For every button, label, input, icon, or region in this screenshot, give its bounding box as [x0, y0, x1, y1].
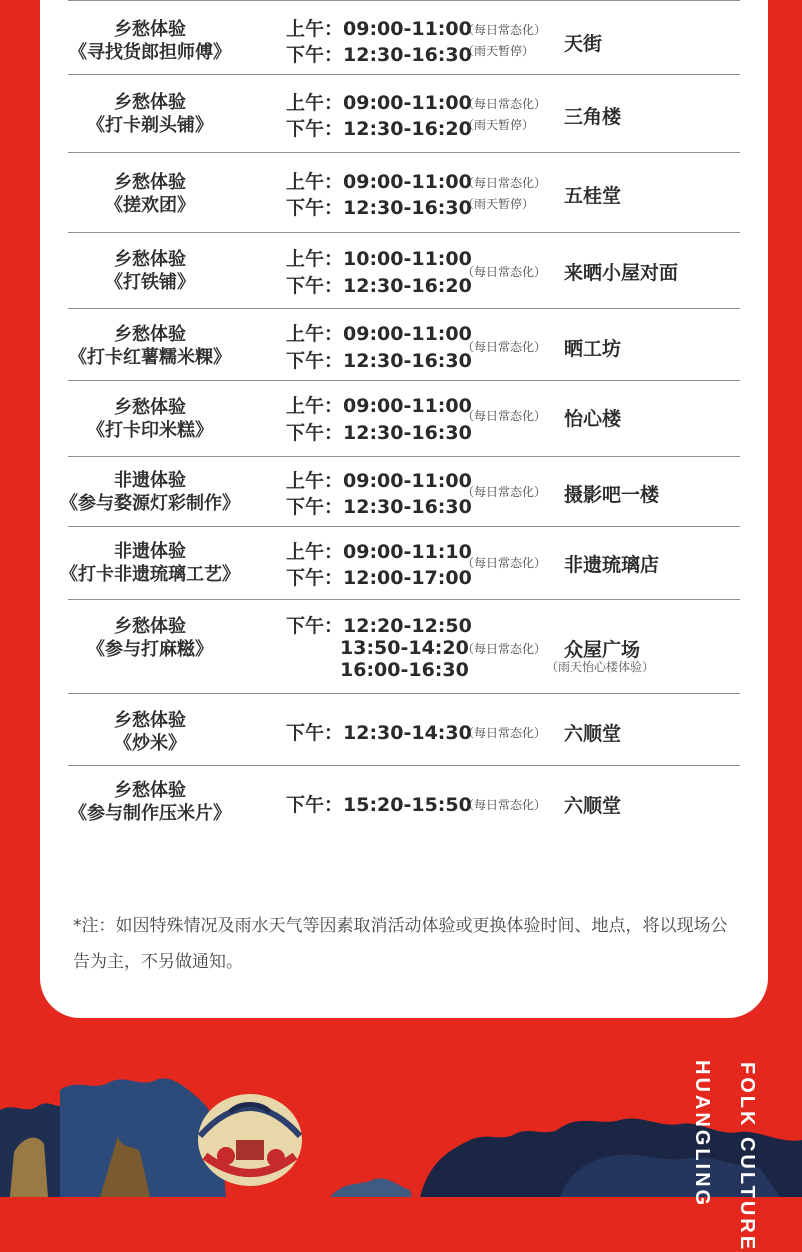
time-pm: 下午：12:00-17:00: [286, 567, 472, 589]
row-separator: [68, 526, 740, 527]
time-am: 上午：10:00-11:00: [286, 248, 472, 270]
row-separator: [68, 693, 740, 694]
activity-type: 乡愁体验: [114, 324, 186, 345]
row-separator: [68, 599, 740, 600]
time-am: 上午：09:00-11:10: [286, 541, 472, 563]
row-separator: [68, 74, 740, 75]
location: 晒工坊: [564, 338, 622, 360]
activity-type: 非遗体验: [114, 470, 186, 491]
time-pm: 下午：12:30-16:20: [286, 275, 472, 297]
activity-type: 乡愁体验: [114, 616, 186, 637]
vertical-text-left: HUANGLING: [691, 1060, 713, 1209]
activity-title: 《寻找货郎担师傅》: [69, 42, 231, 63]
time-am: 上午：09:00-11:00: [286, 92, 472, 114]
row-separator: [68, 232, 740, 233]
time-pm: 下午：12:30-16:30: [286, 422, 472, 444]
row-separator: [68, 456, 740, 457]
activity-title: 《参与打麻糍》: [87, 639, 213, 660]
location: 三角楼: [564, 106, 622, 128]
scenery-illustration: [0, 1040, 802, 1197]
note-daily: （每日常态化）: [462, 340, 547, 354]
time-pm: 下午：15:20-15:50: [286, 794, 472, 816]
activity-type: 乡愁体验: [114, 19, 186, 40]
activity-type: 乡愁体验: [114, 249, 186, 270]
time-pm: 下午：12:30-16:20: [286, 118, 472, 140]
time-pm: 下午：12:30-14:30: [286, 722, 472, 744]
activity-type: 乡愁体验: [114, 780, 186, 801]
location: 六顺堂: [564, 723, 622, 745]
row-separator: [68, 0, 740, 1]
note-daily: （每日常态化）: [462, 642, 547, 656]
time-am: 上午：09:00-11:00: [286, 323, 472, 345]
time-pm-slot-2: 13:50-14:20: [340, 637, 469, 659]
location: 五桂堂: [564, 185, 622, 207]
time-am: 上午：09:00-11:00: [286, 171, 472, 193]
location: 众屋广场: [564, 639, 641, 661]
activity-type: 非遗体验: [114, 541, 186, 562]
activity-title: 《打卡红薯糯米粿》: [69, 347, 231, 368]
note-daily: （每日常态化）: [462, 485, 547, 499]
note-daily: （每日常态化）: [462, 798, 547, 812]
note-daily: （每日常态化）: [462, 726, 547, 740]
activity-title: 《炒米》: [114, 733, 186, 754]
location: 六顺堂: [564, 795, 622, 817]
activity-type: 乡愁体验: [114, 92, 186, 113]
footnote: *注：如因特殊情况及雨水天气等因素取消活动体验或更换体验时间、地点，将以现场公告为主，不另做通知。: [73, 916, 728, 972]
activity-type: 乡愁体验: [114, 710, 186, 731]
location: 天街: [564, 33, 603, 55]
time-am: 上午：09:00-11:00: [286, 395, 472, 417]
time-pm-slot-3: 16:00-16:30: [340, 659, 469, 681]
activity-title: 《参与婺源灯彩制作》: [60, 493, 240, 514]
note-rain: （雨天暂停）: [462, 118, 535, 132]
note-daily: （每日常态化）: [462, 23, 547, 37]
note-daily: （每日常态化）: [462, 97, 547, 111]
note-rain: （雨天暂停）: [462, 44, 535, 58]
location: 怡心楼: [564, 408, 622, 430]
activity-title: 《打卡剃头铺》: [87, 115, 213, 136]
note-rain: （雨天暂停）: [462, 197, 535, 211]
activity-title: 《搓欢团》: [105, 195, 195, 216]
note-daily: （每日常态化）: [462, 409, 547, 423]
time-am: 上午：09:00-11:00: [286, 470, 472, 492]
time-pm: 下午：12:30-16:30: [286, 197, 472, 219]
lantern: [198, 1094, 302, 1186]
time-pm-slot-1: 下午：12:20-12:50: [286, 615, 472, 637]
activity-title: 《参与制作压米片》: [69, 803, 231, 824]
time-pm: 下午：12:30-16:30: [286, 350, 472, 372]
schedule-card: [40, 0, 768, 1018]
row-separator: [68, 380, 740, 381]
activity-title: 《打卡印米糕》: [87, 420, 213, 441]
note-daily: （每日常态化）: [462, 176, 547, 190]
activity-type: 乡愁体验: [114, 172, 186, 193]
time-pm: 下午：12:30-16:30: [286, 44, 472, 66]
time-pm: 下午：12:30-16:30: [286, 496, 472, 518]
mist-hill: [330, 1178, 412, 1197]
row-separator: [68, 308, 740, 309]
vertical-text-right: FOLK CULTURE: [736, 1062, 758, 1252]
row-separator: [68, 765, 740, 766]
activity-title: 《打铁铺》: [105, 272, 195, 293]
note-daily: （每日常态化）: [462, 265, 547, 279]
activity-title: 《打卡非遗琉璃工艺》: [60, 564, 240, 585]
activity-type: 乡愁体验: [114, 397, 186, 418]
location: 摄影吧一楼: [564, 484, 660, 506]
note-daily: （每日常态化）: [462, 556, 547, 570]
row-separator: [68, 152, 740, 153]
time-am: 上午：09:00-11:00: [286, 18, 472, 40]
location: 非遗琉璃店: [564, 554, 660, 576]
location: 来晒小屋对面: [564, 262, 679, 284]
location-rain-note: （雨天怡心楼体验）: [546, 660, 655, 674]
